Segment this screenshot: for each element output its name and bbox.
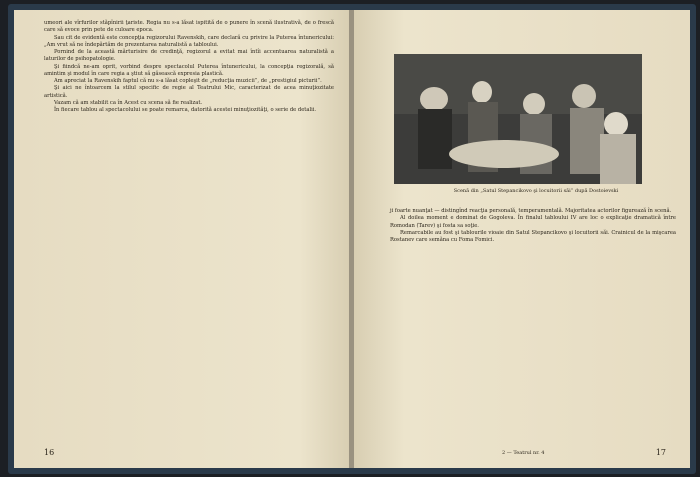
photo-caption: Scenă din „Satul Stepancikovo şi locuitorii săi” după Dostoievski bbox=[453, 188, 619, 194]
paragraph: În fiecare tablou al spectacolului se poate remarca, datorită acestei minuţiozităţi, o serie de detalii. bbox=[54, 107, 317, 113]
page-number: 16 bbox=[44, 448, 55, 457]
paragraph: Remarcabile au fost şi tablourile vioaie din Satul Stepancikovo şi locuitorii săi. Crainicul de la mişcarea Rostanev care semăna cu Foma Fomici. bbox=[390, 229, 676, 243]
page-number: 17 bbox=[655, 448, 666, 457]
paragraph: ji foarte nuanţat — distingînd reacţia personală, temperamentală. Majoritatea actorilor figurează în scenă. bbox=[390, 208, 672, 214]
paragraph: Şi aici ne întoarcem la stilul specific de regie al Teatrului Mic, caracterizat de acea minuţiozitate artistică. bbox=[44, 85, 334, 99]
running-head: 2 — Teatrul nr. 4 bbox=[502, 450, 545, 456]
paragraph: Pornind de la această mărturisire de credinţă, regizorul a evitat mai întîi accentuarea naturalistă a laturilor de psihopatologie. bbox=[44, 49, 334, 63]
paragraph: Am apreciat la Ravenskih faptul că nu s-a lăsat copleşit de „reducţia muzicii”, de „prestigiul picturii”. bbox=[54, 78, 322, 84]
left-body-text bbox=[44, 20, 334, 114]
paragraph: Al doilea moment e dominat de Gogoleva. În finalul tabloului IV are loc o explicaţie dramatică între Romodan (Tarev) şi fosta sa soţie. bbox=[390, 215, 676, 229]
photo-image bbox=[394, 54, 642, 184]
right-body-text bbox=[390, 208, 676, 244]
paragraph: Vazam că am stabilit ca în Acest cu scena să fie realizat. bbox=[54, 99, 203, 106]
paragraph: Şi fiindcă ne-am oprit, vorbind despre spectacolul Puterea întunericului, la concepţia regizorală, să amintim şi modul în care regia a ştiut să găsească expresia plastică. bbox=[44, 63, 334, 77]
book-spread bbox=[8, 4, 696, 474]
right-page bbox=[354, 10, 690, 468]
left-page bbox=[14, 10, 350, 468]
paragraph: Sau cit de evidentă este concepţia regizorului Ravenskih, care declară cu privire la Puterea întunericului: „Am vrut să ne îndepărtăm de prezentarea naturalistă a tabloului. bbox=[44, 34, 334, 48]
stage-photo bbox=[394, 54, 642, 184]
paragraph: umeori ale vîrfurilor stăpînirii ţariste. Regia nu s-a lăsat ispitită de o punere în scenă ilustrativă, de o frescă care să evoce prin pete de culoare epoca. bbox=[44, 20, 334, 34]
